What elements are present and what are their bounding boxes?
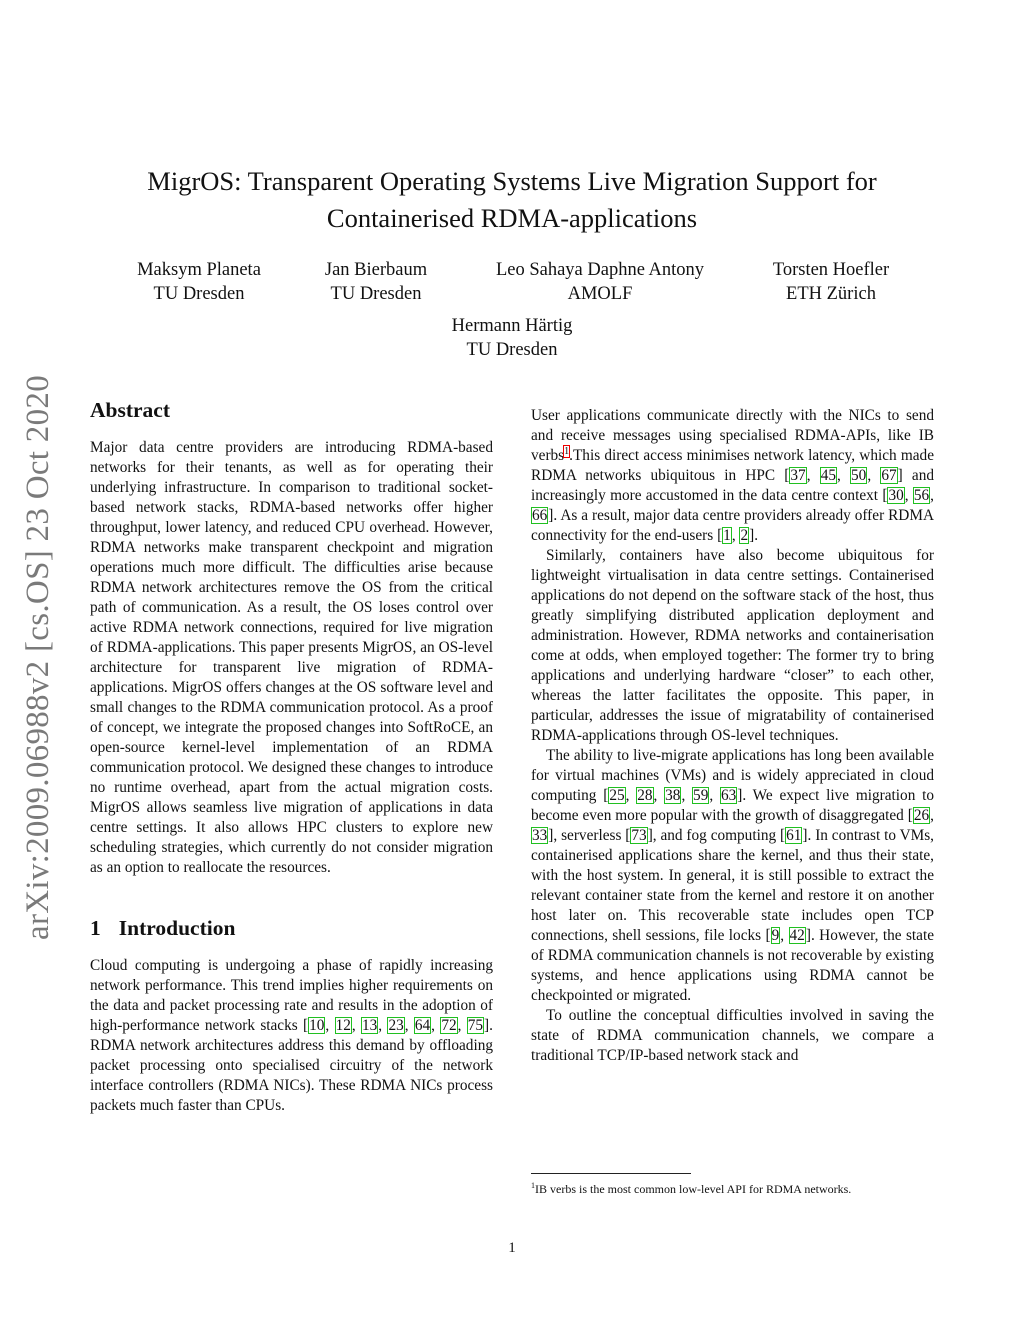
text-run: . In contrast to VMs, containerised applications share the kernel, and thus their state, with the host system. In general, it is still possible to extract the relevant container state from the kernel and restore it on another host later on. This recoverable state includes open TCP connections, shell sessions, file locks: [531, 827, 934, 944]
text-run: . We expect live migration to become even more popular with the growth of disaggregated: [531, 787, 935, 824]
citation-link[interactable]: 25: [609, 787, 625, 804]
author-name: Torsten Hoefler: [772, 260, 890, 280]
paragraph: User applications communicate directly with the NICs to send and receive messages using specialised RDMA-APIs, like IB verbs$^1$.This direct access minimises network latency, which made RDMA networks ubiquitous in HPC [37, 45, 50, 67] and increasingly more accustomed in the data centre context [30, 56, 66]. As a result, major data centre providers already offer RDMA connectivity for the end-users [1, 2].: [531, 407, 934, 544]
author-block: [470, 258, 730, 306]
citation-link[interactable]: 9: [771, 927, 780, 944]
author-affiliation: TU Dresden: [330, 284, 422, 304]
citation-link[interactable]: 30: [888, 487, 904, 504]
author-affiliation: TU Dresden: [466, 340, 558, 360]
citation-link[interactable]: 59: [693, 787, 709, 804]
citation-link[interactable]: 63: [720, 787, 737, 804]
right-column: [531, 406, 934, 1066]
arxiv-identifier: arXiv:2009.06988v2 [cs.OS] 23 Oct 2020: [20, 374, 56, 940]
paper-title: [60, 163, 964, 237]
citation-link[interactable]: 33: [532, 827, 548, 844]
text-run: , and fog computing: [652, 827, 780, 844]
text-run: . As a result, major data centre providers already offer RDMA connectivity for the end-users: [531, 507, 934, 544]
text-run: Cloud computing is undergoing a phase of rapidly increasing network performance. This trend implies higher requirements on the data and packet processing rate and results in the adoption of high-performance network stacks: [90, 957, 493, 1034]
citation-link[interactable]: 66: [532, 507, 548, 524]
abstract-text: Major data centre providers are introducing RDMA-based networks for their tenants, as well as for operating their underlying infrastructure. In comparison to traditional socket-based network stacks, RDMA-based networks offer higher throughput, lower latency, and reduced CPU overhead. However, RDMA networks make transparent checkpoint and migration operations much more difficult. The difficulties arise because RDMA network architectures remove the OS from the critical path of communication. As a result, the OS loses control over active RDMA network connections, required for live migration of RDMA-applications. This paper presents MigrOS, an OS-level architecture for transparent live migration of RDMA-applications. MigrOS offers changes at the OS software level and small changes to the RDMA communication protocol. As a proof of concept, we integrate the proposed changes into SoftRoCE, an open-source kernel-level implementation of an RDMA communication protocol. We designed these changes to introduce no runtime overhead, apart from the actual migration costs. MigrOS allows seamless live migration of applications in data centre settings. It also allows HPC clusters to explore new scheduling strategies, which currently do not consider migration as an option to reallocate the resources.: [90, 439, 493, 876]
citation-link[interactable]: 45: [820, 467, 836, 484]
paragraph: The ability to live-migrate applications has long been available for virtual machines (VMs) and is widely appreciated in cloud computing [25, 28, 38, 59, 63]. We expect live migration to become even more popular with the growth of disaggregated [26, 33], serverless [73], and fog computing [61]. In contrast to VMs, containerised applications share the kernel, and thus their state, with the host system. In general, it is still possible to extract the relevant container state from the kernel and restore it on another host later on. This recoverable state includes open TCP connections, shell sessions, file locks [9, 42]. However, the state of RDMA communication channels is not recoverable by existing systems, and hence applications using RDMA cannot be checkpointed or migrated.: [531, 747, 935, 1004]
author-name: Leo Sahaya Daphne Antony: [495, 260, 705, 280]
footnote-text: IB verbs is the most common low-level API for RDMA networks.: [535, 1182, 852, 1196]
citation-link[interactable]: 10: [309, 1017, 325, 1034]
paragraph: Similarly, containers have also become ubiquitous for lightweight virtualisation in data centre settings. Containerised applications do not depend on the software stack of the host, thus greatly simplifying distributed application deployment and administration. However, RDMA networks and containerisation come at odds, when employed together: The former try to bring applications and underlying hardware “closer” to each other, whereas the latter facilitates the opposite. This paper, in particular, addresses the issue of migratability of containerised RDMA-applications through OS-level techniques.: [531, 547, 934, 744]
author-affiliation: TU Dresden: [153, 284, 245, 304]
intro-paragraph: Cloud computing is undergoing a phase of rapidly increasing network performance. This trend implies higher requirements on the data and packet processing rate and results in the adoption of high-performance network stacks [10, 12, 13, 23, 64, 72, 75]. RDMA network architectures address this demand by offloading packet processing onto specialised circuitry of the network interface controllers (RDMA NICs). These RDMA NICs process packets much faster than CPUs.: [90, 957, 493, 1114]
footnote-link[interactable]: 1: [564, 445, 570, 457]
citation-link[interactable]: 23: [388, 1017, 404, 1034]
citation-link[interactable]: 1: [723, 527, 731, 544]
text-run: . However, the state of RDMA communication channels is not recoverable by existing systems, and hence applications using RDMA cannot be checkpointed or migrated.: [531, 927, 935, 1004]
intro-heading: [90, 918, 493, 938]
citation-link[interactable]: 50: [851, 467, 867, 484]
citation-link[interactable]: 42: [789, 927, 805, 944]
author-block: [752, 258, 910, 306]
author-affiliation: ETH Zürich: [786, 284, 876, 304]
author-block: [118, 258, 280, 306]
author-block: [412, 314, 612, 362]
citation-link[interactable]: 38: [665, 787, 681, 804]
citation-link[interactable]: 64: [414, 1017, 431, 1034]
author-affiliation: AMOLF: [567, 284, 633, 304]
footnote-mark: 1: [531, 1181, 535, 1190]
citation-link[interactable]: 67: [881, 467, 897, 484]
title-line-2: Containerised RDMA-applications: [326, 203, 698, 233]
section-number: 1: [90, 916, 101, 940]
author-name: Hermann Härtig: [451, 316, 573, 336]
abstract-heading: Abstract: [90, 398, 171, 422]
text-run: User applications communicate directly with the NICs to send and receive messages using specialised RDMA-APIs, like IB verbs: [531, 407, 934, 464]
citation-link[interactable]: 13: [362, 1017, 378, 1034]
citation-link[interactable]: 61: [786, 827, 802, 844]
author-name: Jan Bierbaum: [324, 260, 428, 280]
author-block: [300, 258, 452, 306]
left-column: [90, 400, 493, 1116]
author-name: Maksym Planeta: [137, 260, 261, 280]
footnote-rule: [531, 1173, 691, 1174]
citation-link[interactable]: 56: [913, 487, 930, 504]
text-run: . RDMA network architectures address this demand by offloading packet processing onto specialised circuitry of the network interface controllers (RDMA NICs). These RDMA NICs process packets much faster than CPUs.: [90, 1017, 493, 1114]
text-run: .: [754, 527, 759, 544]
section-title: Introduction: [118, 916, 236, 940]
citation-link[interactable]: 73: [631, 827, 647, 844]
citation-link[interactable]: 75: [467, 1017, 484, 1034]
citation-link[interactable]: 37: [790, 467, 806, 484]
text-run: .This direct access minimises network latency, which made RDMA networks ubiquitous in HPC: [531, 447, 934, 484]
citation-link[interactable]: 28: [637, 787, 653, 804]
paragraph: To outline the conceptual difficulties involved in saving the state of RDMA communication channels, we compare a traditional TCP/IP-based network stack and: [531, 1007, 934, 1064]
citation-link[interactable]: 26: [913, 807, 930, 824]
citation-link[interactable]: 2: [740, 527, 749, 544]
citation-link[interactable]: 72: [441, 1017, 457, 1034]
page-number: 1: [508, 1240, 516, 1256]
citation-link[interactable]: 12: [335, 1017, 351, 1034]
text-run: The ability to live-migrate applications has long been available for virtual machines (VMs) and is widely appreciated in cloud computing: [531, 747, 934, 804]
text-run: and increasingly more accustomed in the data centre context: [531, 467, 934, 504]
text-run: , serverless: [553, 827, 626, 844]
footnote: [531, 1177, 934, 1198]
title-line-1: MigrOS: Transparent Operating Systems Live Migration Support for: [147, 166, 877, 196]
